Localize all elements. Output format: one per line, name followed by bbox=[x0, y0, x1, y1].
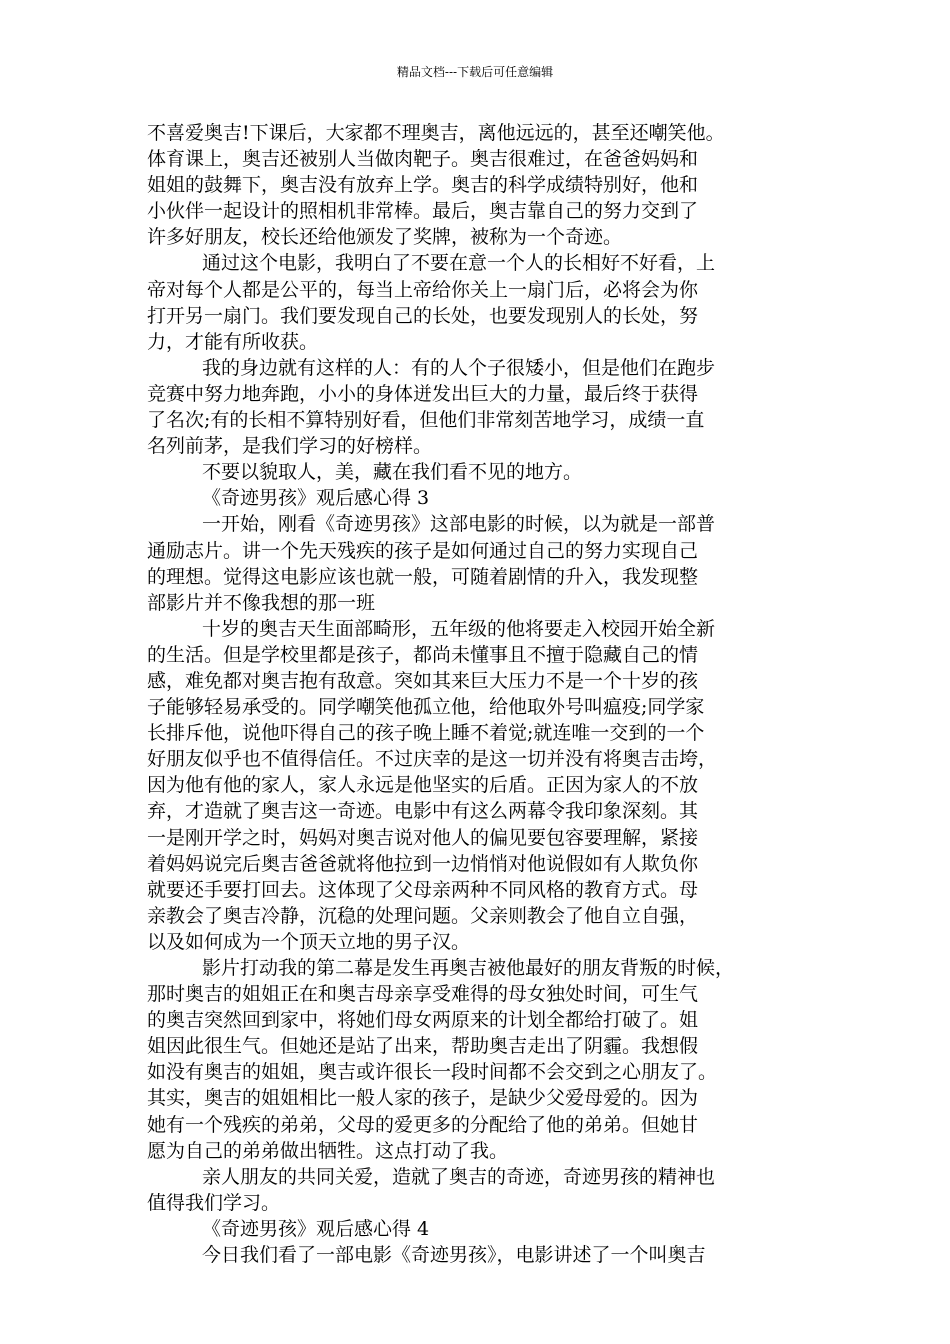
text-line: 打开另一扇门。我们要发现自己的长处，也要发现别人的长处，努 bbox=[147, 304, 699, 327]
text-line: 的奥吉突然回到家中，将她们母女两原来的计划全都给打破了。姐 bbox=[147, 1009, 699, 1032]
text-line: 名列前茅，是我们学习的好榜样。 bbox=[147, 435, 433, 458]
text-line: 今日我们看了一部电影《奇迹男孩》，电影讲述了一个叫奥吉 bbox=[202, 1244, 706, 1267]
text-line: 那时奥吉的姐姐正在和奥吉母亲享受难得的母女独处时间，可生气 bbox=[147, 983, 699, 1006]
document-body bbox=[147, 120, 827, 1268]
text-line: 不喜爱奥吉!下课后，大家都不理奥吉，离他远远的，甚至还嘲笑他。 bbox=[147, 122, 725, 144]
text-line: 了名次;有的长相不算特别好看，但他们非常刻苦地学习，成绩一直 bbox=[147, 409, 705, 432]
text-line: 长排斥他，说他吓得自己的孩子晚上睡不着觉;就连唯一交到的一个 bbox=[147, 722, 705, 745]
text-line: 因为他有他的家人，家人永远是他坚实的后盾。正因为家人的不放 bbox=[147, 774, 699, 797]
section-heading: 《奇迹男孩》观后感心得 3 bbox=[202, 487, 430, 510]
text-line: 子能够轻易承受的。同学嘲笑他孤立他，给他取外号叫瘟疫;同学家 bbox=[147, 696, 705, 719]
text-line: 就要还手要打回去。这体现了父母亲两种不同风格的教育方式。母 bbox=[147, 878, 699, 901]
text-line: 其实，奥吉的姐姐相比一般人家的孩子，是缺少父爱母爱的。因为 bbox=[147, 1087, 699, 1110]
text-line: 的理想。觉得这电影应该也就一般，可随着剧情的升入，我发现整 bbox=[147, 565, 699, 588]
text-line: 一是刚开学之时，妈妈对奥吉说对他人的偏见要包容要理解，紧接 bbox=[147, 826, 699, 849]
text-line: 着妈妈说完后奥吉爸爸就将他拉到一边悄悄对他说假如有人欺负你 bbox=[147, 852, 699, 875]
text-line: 弃，才造就了奥吉这一奇迹。电影中有这么两幕令我印象深刻。其 bbox=[147, 800, 699, 823]
text-line: 值得我们学习。 bbox=[147, 1191, 281, 1214]
text-line: 如没有奥吉的姐姐，奥吉或许很长一段时间都不会交到之心朋友了。 bbox=[147, 1061, 718, 1084]
text-line: 亲人朋友的共同关爱，造就了奥吉的奇迹，奇迹男孩的精神也 bbox=[202, 1165, 716, 1188]
text-line: 好朋友似乎也不值得信任。不过庆幸的是这一切并没有将奥吉击垮， bbox=[147, 748, 718, 771]
page-header: 精品文档---下载后可任意编辑 bbox=[396, 65, 554, 79]
text-line: 感，难免都对奥吉抱有敌意。突如其来巨大压力不是一个十岁的孩 bbox=[147, 669, 699, 692]
text-line: 不要以貌取人，美，藏在我们看不见的地方。 bbox=[202, 461, 583, 484]
text-line: 影片打动我的第二幕是发生再奥吉被他最好的朋友背叛的时候， bbox=[202, 957, 735, 979]
text-line: 姐姐的鼓舞下，奥吉没有放弃上学。奥吉的科学成绩特别好，他和 bbox=[147, 174, 699, 197]
text-line: 以及如何成为一个顶天立地的男子汉。 bbox=[147, 930, 471, 953]
text-line: 小伙伴一起设计的照相机非常棒。最后，奥吉靠自己的努力交到了 bbox=[147, 200, 699, 223]
text-line: 的生活。但是学校里都是孩子，都尚未懂事且不擅于隐藏自己的情 bbox=[147, 643, 699, 666]
text-line: 帝对每个人都是公平的，每当上帝给你关上一扇门后，必将会为你 bbox=[147, 278, 699, 301]
text-line: 姐因此很生气。但她还是站了出来，帮助奥吉走出了阴霾。我想假 bbox=[147, 1035, 699, 1058]
text-line: 竞赛中努力地奔跑，小小的身体迸发出巨大的力量，最后终于获得 bbox=[147, 382, 699, 405]
text-line: 许多好朋友，校长还给他颁发了奖牌，被称为一个奇迹。 bbox=[147, 226, 623, 249]
section-heading: 《奇迹男孩》观后感心得 4 bbox=[202, 1217, 430, 1240]
text-line: 一开始，刚看《奇迹男孩》这部电影的时候，以为就是一部普 bbox=[202, 513, 716, 536]
text-line: 亲教会了奥吉冷静，沉稳的处理问题。父亲则教会了他自立自强， bbox=[147, 904, 699, 927]
text-line: 她有一个残疾的弟弟，父母的爱更多的分配给了他的弟弟。但她甘 bbox=[147, 1113, 699, 1136]
text-line: 通励志片。讲一个先天残疾的孩子是如何通过自己的努力实现自己 bbox=[147, 539, 699, 562]
text-line: 体育课上，奥吉还被别人当做肉靶子。奥吉很难过，在爸爸妈妈和 bbox=[147, 148, 699, 171]
text-line: 愿为自己的弟弟做出牺牲。这点打动了我。 bbox=[147, 1139, 509, 1162]
text-line: 力，才能有所收获。 bbox=[147, 330, 319, 353]
text-line: 部影片并不像我想的那一班 bbox=[147, 591, 376, 614]
text-line: 我的身边就有这样的人：有的人个子很矮小，但是他们在跑步 bbox=[202, 356, 716, 379]
text-line: 通过这个电影，我明白了不要在意一个人的长相好不好看，上 bbox=[202, 252, 716, 275]
text-line: 十岁的奥吉天生面部畸形，五年级的他将要走入校园开始全新 bbox=[202, 617, 716, 640]
